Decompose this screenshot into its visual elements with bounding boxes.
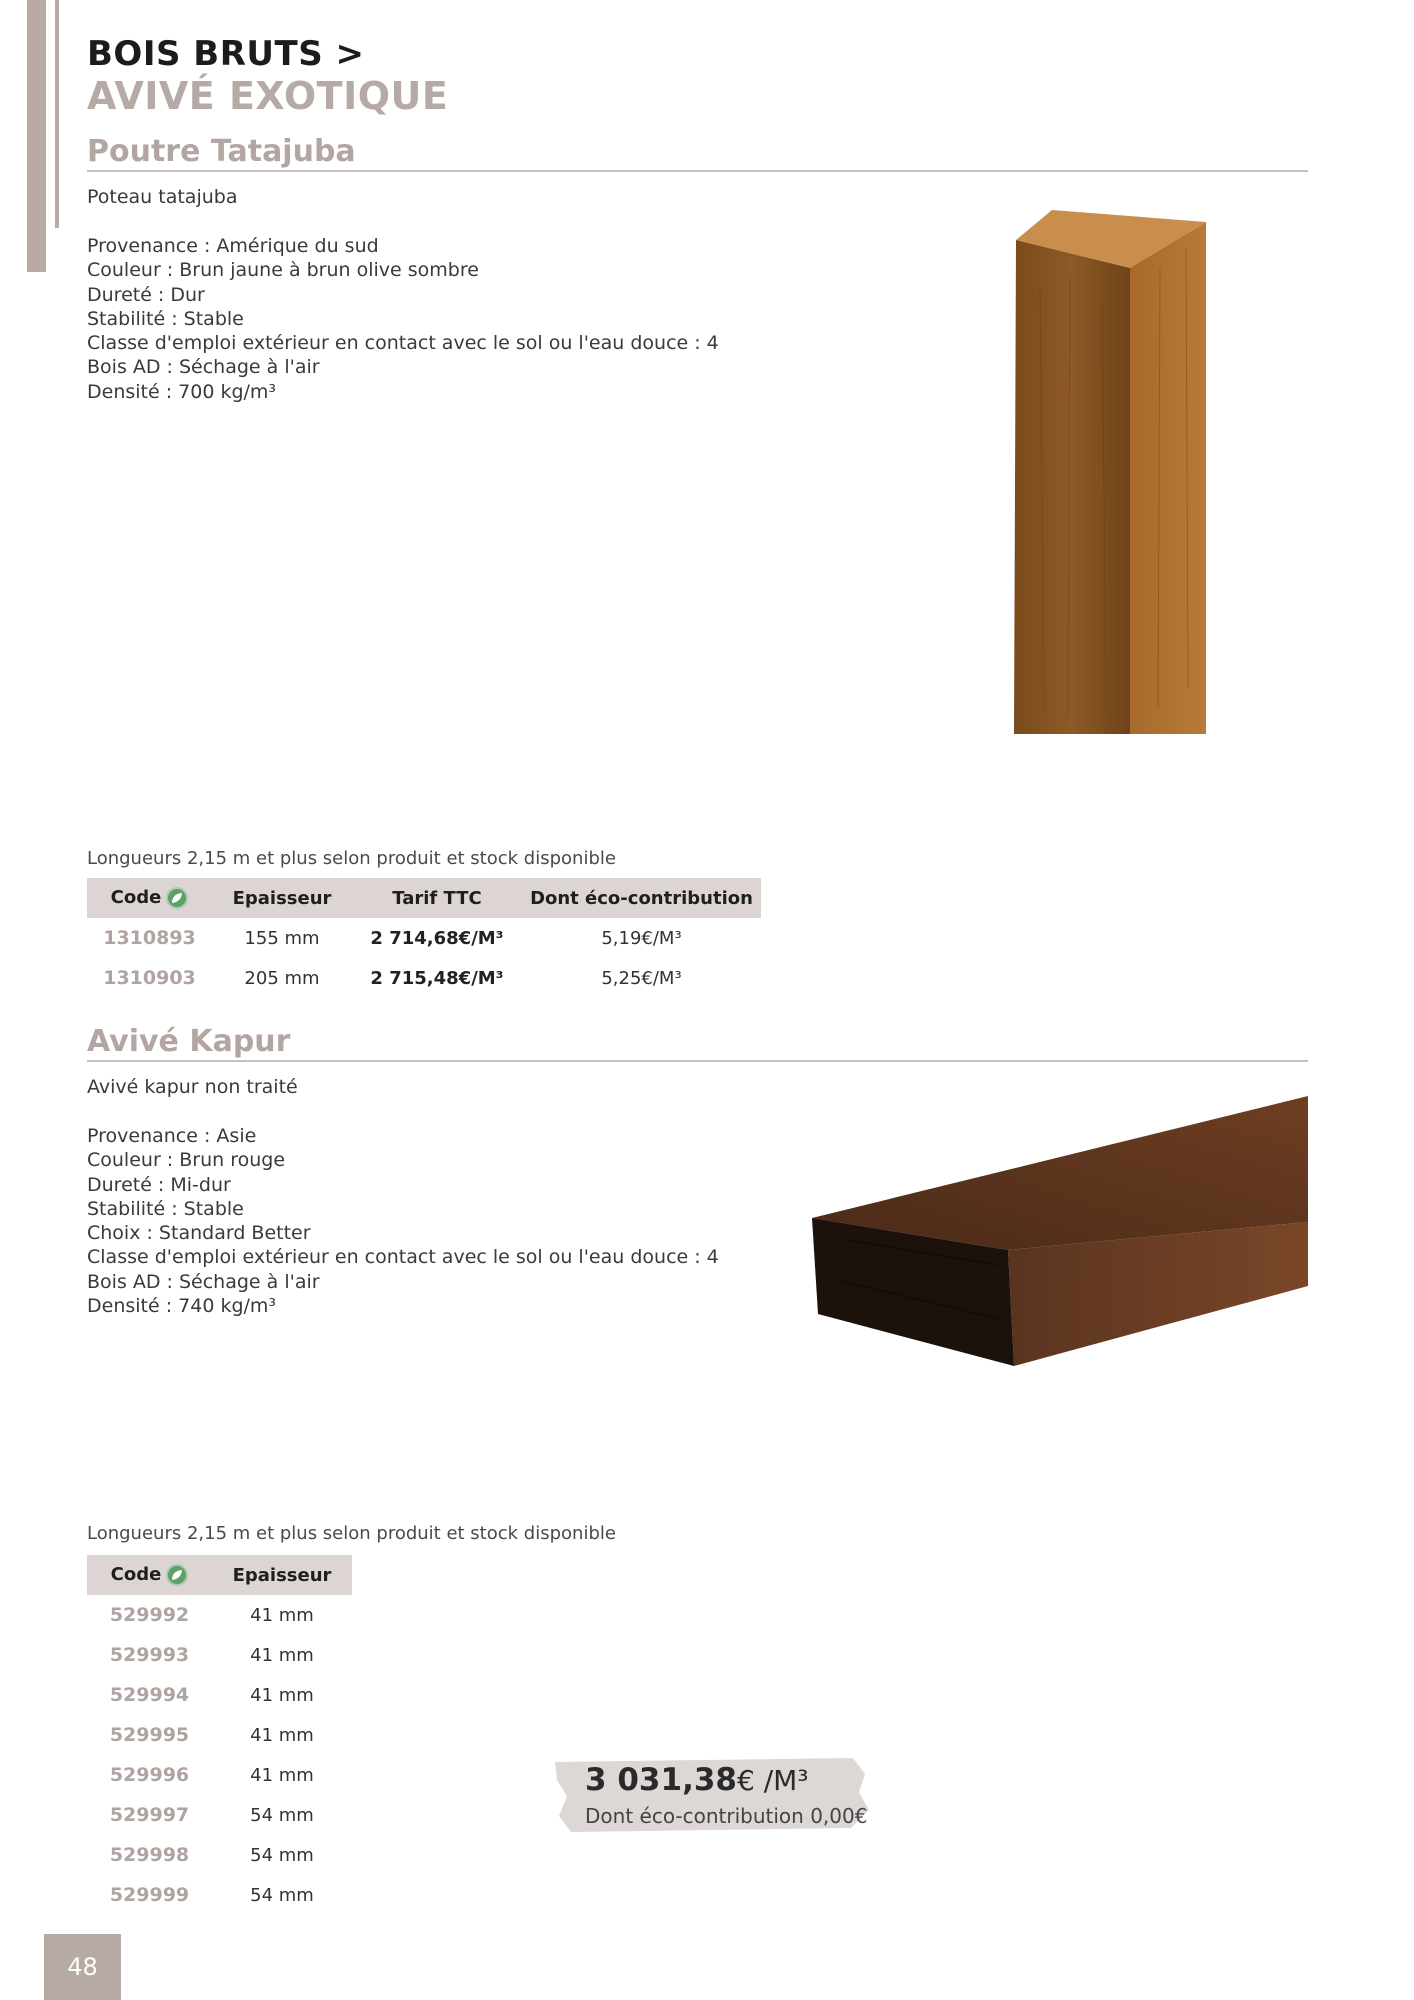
product-title-kapur: Avivé Kapur — [87, 1024, 291, 1059]
eco-leaf-icon — [166, 1564, 188, 1586]
table-row — [87, 1875, 352, 1915]
column-header-thickness: Epaisseur — [212, 1555, 352, 1595]
kapur-code-table — [87, 1555, 352, 1915]
thickness-value: 54 mm — [250, 1844, 314, 1866]
thickness-value: 41 mm — [250, 1684, 314, 1706]
thickness-value: 54 mm — [250, 1884, 314, 1906]
property-item: Classe d'emploi extérieur en contact avec le sol ou l'eau douce : 4 — [87, 332, 719, 355]
page-number: 48 — [44, 1934, 121, 2000]
thickness-value: 41 mm — [250, 1604, 314, 1626]
category-heading: BOIS BRUTS > — [87, 34, 365, 74]
table-header-row — [87, 1555, 352, 1595]
table-row — [87, 1715, 352, 1755]
thickness-value: 205 mm — [244, 967, 320, 989]
tatajuba-post-image — [1010, 208, 1210, 736]
product-code: 529996 — [109, 1764, 190, 1786]
price-value: 2 715,48€/M³ — [370, 967, 504, 989]
property-item: Stabilité : Stable — [87, 307, 244, 330]
column-header-code: Code — [87, 878, 212, 918]
property-item: Bois AD : Séchage à l'air — [87, 1270, 320, 1293]
property-item: Dureté : Dur — [87, 283, 205, 306]
property-item: Densité : 700 kg/m³ — [87, 380, 277, 403]
table-row — [87, 958, 761, 998]
table-row — [87, 1675, 352, 1715]
property-item: Provenance : Asie — [87, 1125, 257, 1147]
thickness-value: 41 mm — [250, 1644, 314, 1666]
price-badge — [553, 1752, 869, 1834]
product-title-tatajuba: Poutre Tatajuba — [87, 134, 356, 169]
property-item: Couleur : Brun jaune à brun olive sombre — [87, 259, 479, 282]
thickness-value: 41 mm — [250, 1764, 314, 1786]
table-row — [87, 918, 761, 958]
price-per-cubic-meter: 3 031,38€ /M³ — [585, 1762, 809, 1798]
property-item: Bois AD : Séchage à l'air — [87, 356, 320, 379]
property-item: Stabilité : Stable — [87, 1197, 244, 1220]
product-code: 529992 — [109, 1604, 190, 1626]
product-subtitle: Poteau tatajuba — [87, 186, 238, 208]
property-item: Couleur : Brun rouge — [87, 1149, 286, 1172]
property-list — [87, 1124, 719, 1318]
lengths-note: Longueurs 2,15 m et plus selon produit et stock disponible — [87, 1523, 616, 1544]
kapur-plank-image — [808, 1090, 1312, 1390]
table-row — [87, 1835, 352, 1875]
table-row — [87, 1795, 352, 1835]
property-item: Choix : Standard Better — [87, 1222, 311, 1245]
product-code: 529994 — [109, 1684, 190, 1706]
product-code: 529993 — [109, 1644, 190, 1666]
eco-contribution-text: Dont éco-contribution 0,00€ — [585, 1804, 868, 1828]
column-header-code: Code — [87, 1555, 212, 1595]
property-item: Dureté : Mi-dur — [87, 1173, 231, 1196]
product-code: 529999 — [109, 1884, 190, 1906]
property-item: Classe d'emploi extérieur en contact avec le sol ou l'eau douce : 4 — [87, 1246, 719, 1269]
column-header-price: Tarif TTC — [352, 878, 522, 918]
decorative-side-bar — [27, 0, 46, 272]
product-code: 529998 — [109, 1844, 190, 1866]
property-item: Provenance : Amérique du sud — [87, 235, 379, 257]
lengths-note: Longueurs 2,15 m et plus selon produit et stock disponible — [87, 848, 616, 869]
eco-value: 5,25€/M³ — [601, 967, 682, 989]
column-header-eco: Dont éco-contribution — [522, 878, 761, 918]
product-code: 1310893 — [103, 927, 196, 949]
table-row — [87, 1635, 352, 1675]
product-code: 529995 — [109, 1724, 190, 1746]
product-code: 1310903 — [103, 967, 196, 989]
thickness-value: 54 mm — [250, 1804, 314, 1826]
property-item: Densité : 740 kg/m³ — [87, 1295, 277, 1318]
eco-leaf-icon — [166, 887, 188, 909]
thickness-value: 155 mm — [244, 927, 320, 949]
column-header-thickness: Epaisseur — [212, 878, 352, 918]
table-row — [87, 1595, 352, 1635]
property-list — [87, 234, 719, 404]
price-value: 2 714,68€/M³ — [370, 927, 504, 949]
thickness-value: 41 mm — [250, 1724, 314, 1746]
table-row — [87, 1755, 352, 1795]
section-divider — [87, 170, 1308, 172]
product-subtitle: Avivé kapur non traité — [87, 1076, 298, 1098]
product-code: 529997 — [109, 1804, 190, 1826]
tatajuba-price-table — [87, 878, 761, 998]
section-divider — [87, 1060, 1308, 1062]
eco-value: 5,19€/M³ — [601, 927, 682, 949]
table-header-row — [87, 878, 761, 918]
subcategory-heading: AVIVÉ EXOTIQUE — [87, 74, 449, 118]
decorative-side-line — [55, 0, 59, 228]
